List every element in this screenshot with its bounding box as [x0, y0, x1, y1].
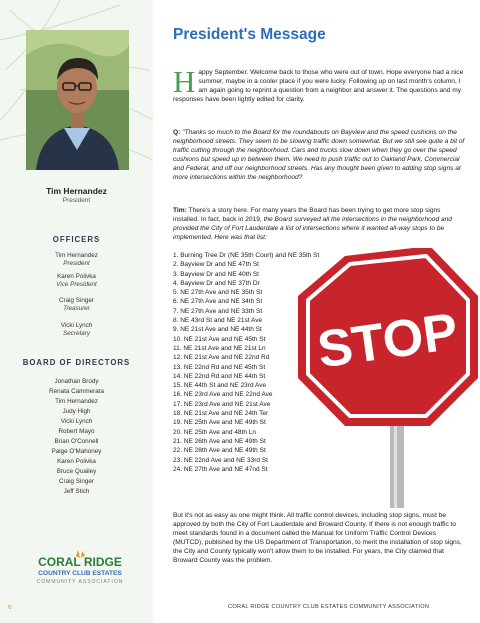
director-name: Tim Hernandez [55, 398, 98, 405]
closing-paragraph: But it's not as easy as one might think. All traffic control devices, including stop signs, must be approved by both the City of Fort Lauderdale and Broward County. If there is not enough traffic to meet standards found in a document called the Manual for Uniform Traffic Control Devices (MUTCD), published by the US Department of Transportation, to merit the installation of stop signs, the City and County typically won't allow them to be installed. For years, the City claimed that Broward County was the problem. [173, 512, 462, 564]
director-name: Vicki Lynch [60, 418, 93, 425]
officer-entry: Tim Hernandez President [55, 252, 98, 267]
officer-entry: Craig Singer Treasurer [59, 297, 94, 312]
list-item: 10. NE 21st Ave and NE 45th St [173, 335, 266, 343]
list-item: 19. NE 25th Ave and NE 49th St [173, 419, 266, 427]
director-name: Robert Mayo [58, 428, 95, 435]
list-item: 16. NE 23rd Ave and NE 22nd Ave [173, 391, 273, 399]
officer-entry: Vicki Lynch Secretary [60, 322, 93, 337]
article-title: President's Message [173, 26, 326, 43]
intro-paragraph: Happy September. Welcome back to those who were out of town. Hope everyone had a nice summer, maybe in a cooler place if you were lucky. Following up on last month's column, I am again going to reprint a question from a neighbor and answer it. The questions and my responses have been lightly edited for clarity. [173, 64, 464, 103]
list-item: 4. Bayview Dr and NE 37th Dr [173, 279, 260, 287]
president-photo [26, 30, 129, 170]
list-item: 12. NE 21st Ave and NE 22nd Rd [173, 354, 270, 362]
officer-entry: Karen Polivka Vice President [56, 273, 97, 288]
list-item: 20. NE 25th Ave and 48th Ln [173, 428, 257, 436]
logo-line1: CORAL RIDGE [38, 555, 122, 569]
list-item: 17. NE 23rd Ave and NE 21st Ave [173, 400, 271, 408]
list-item: 3. Bayview Dr and NE 40th St [173, 270, 259, 278]
officers-heading: OFFICERS [52, 235, 101, 244]
president-name: Tim Hernandez [46, 186, 107, 196]
director-name: Bruce Quailey [56, 468, 97, 475]
logo-line2: COUNTRY CLUB ESTATES [38, 570, 122, 577]
director-name: Paige O'Mahoney [51, 448, 102, 455]
drop-cap: H [173, 64, 196, 99]
list-item: 13. NE 22nd Rd and NE 45th St [173, 363, 266, 371]
director-name: Brian O'Connell [54, 438, 99, 445]
sidebar [0, 0, 153, 623]
director-name: Jeff Stich [63, 488, 90, 495]
intersection-list [173, 251, 333, 474]
list-item: 22. NE 28th Ave and NE 49th St [173, 447, 266, 455]
list-item: 8. NE 43rd St and NE 21st Ave [173, 317, 263, 325]
list-item: 1. Burning Tree Dr (NE 35th Court) and NE 35th St [173, 252, 320, 259]
director-name: Jonathan Brody [54, 378, 99, 385]
logo-line3: COMMUNITY ASSOCIATION [36, 579, 124, 585]
list-item: 6. NE 27th Ave and NE 34th St [173, 298, 263, 306]
list-item: 23. NE 22nd Ave and NE 33rd St [173, 456, 268, 464]
footer-publication: CORAL RIDGE COUNTRY CLUB ESTATES COMMUNITY ASSOCIATION [228, 604, 430, 610]
question-paragraph: Q: "Thanks so much to the Board for the roundabouts on Bayview and the speed cushions on the neighborhood streets. They seem to be slowing traffic down somewhat. But we still see quite a bit of traffic cutting through the neighborhood. Cars and trucks slow down when they go over the speed cushions but speed up in between them. We need to push traffic out to Oakland Park, Commercial and Federal, and off our neighborhood streets. Has any thought been given to adding stop signs at more intersections within the neighborhood? [173, 129, 465, 181]
list-item: 2. Bayview Dr and NE 47th St [173, 261, 259, 269]
list-item: 11. NE 21st Ave and NE 21st Ln [173, 344, 266, 352]
director-name: Karen Polivka [57, 458, 96, 465]
list-item: 18. NE 21st Ave and NE 24th Ter [173, 410, 269, 418]
list-item: 21. NE 26th Ave and NE 49th St [173, 437, 266, 445]
list-item: 14. NE 22nd Rd and NE 44th St [173, 372, 266, 380]
director-name: Craig Singer [59, 478, 94, 485]
answer-paragraph: Tim: There's a story here. For many years the Board has been trying to get more stop signs installed. In fact, back in 2019, the Board surveyed all the intersections in the neighborhood and provided the City of Fort Lauderdale a list of intersections where it wanted all-way stops to be implemented. Here was that list: [173, 207, 452, 241]
list-item: 9. NE 21st Ave and NE 44th St [173, 326, 262, 334]
coral-ridge-logo [20, 548, 140, 588]
list-item: 7. NE 27th Ave and NE 33th St [173, 307, 263, 315]
list-item: 5. NE 27th Ave and NE 35th St [173, 289, 263, 297]
president-title: President [62, 197, 91, 204]
board-heading: BOARD OF DIRECTORS [22, 358, 131, 367]
list-item: 15. NE 44th St and NE 23rd Ave [173, 382, 267, 390]
director-name: Renata Cammerata [49, 388, 104, 395]
page-number: 6 [8, 604, 12, 611]
director-name: Judy High [62, 408, 91, 415]
stop-sign-text: STOP [314, 302, 462, 380]
list-item: 24. NE 27th Ave and NE 47nd St [173, 465, 268, 473]
